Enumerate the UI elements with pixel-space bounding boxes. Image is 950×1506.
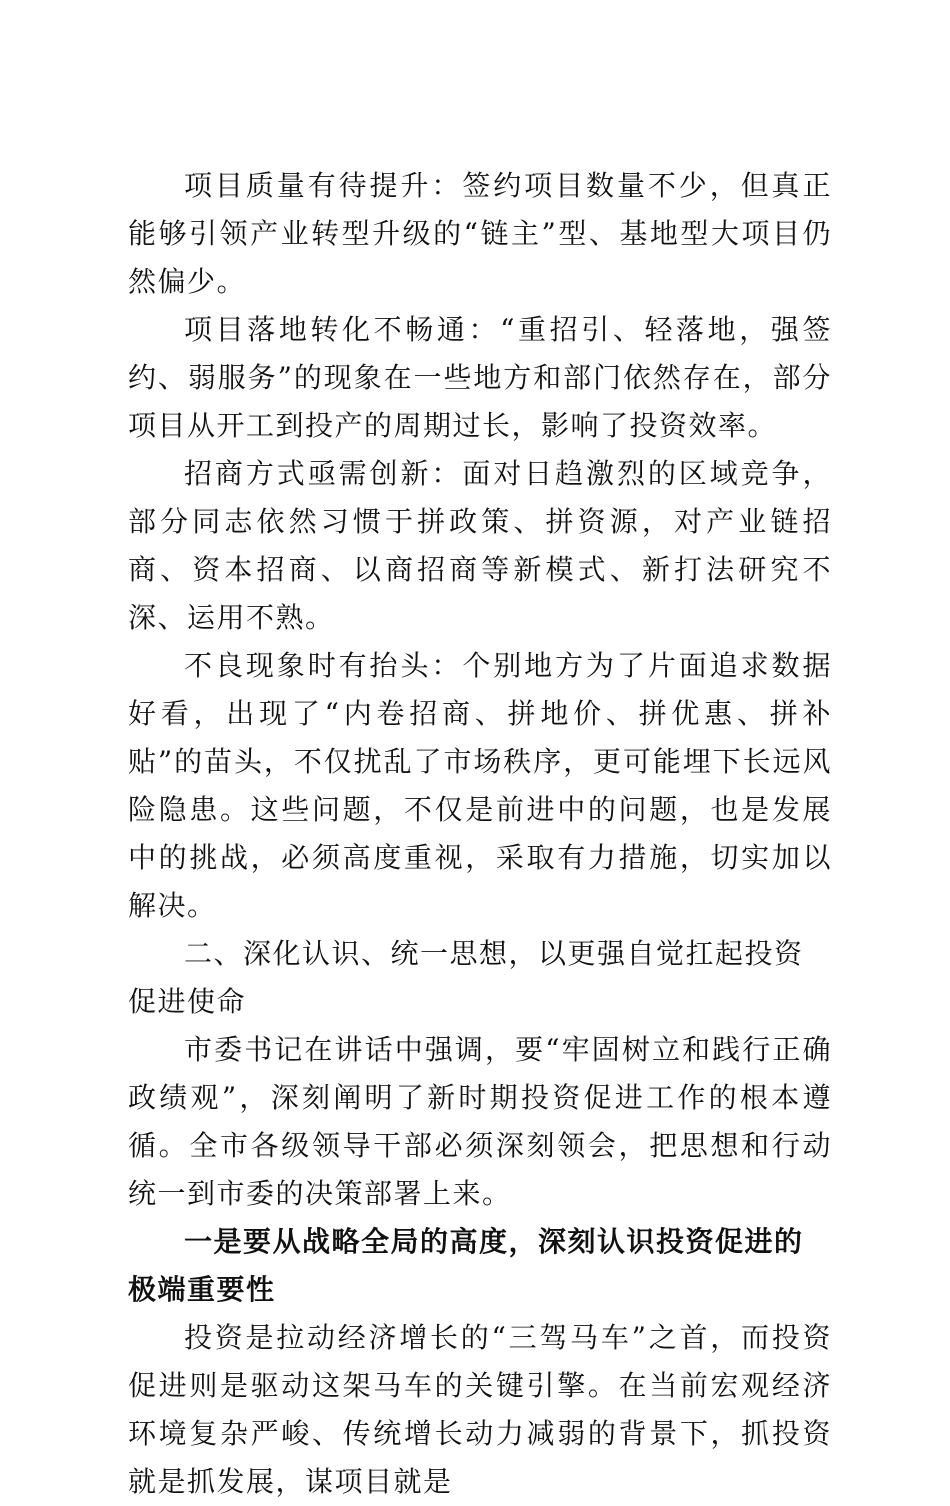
paragraph-bad-phenomena: 不良现象时有抬头：个别地方为了片面追求数据好看，出现了“内卷招商、拼地价、拼优惠、拼补贴”的苗头，不仅扰乱了市场秩序，更可能埋下长远风险隐患。这些问题，不仅是前进中的问题，也是发展中的挑战，必须高度重视，采取有力措施，切实加以解决。 xyxy=(128,649,832,922)
paragraph-investment-engine: 投资是拉动经济增长的“三驾马车”之首，而投资促进则是驱动这架马车的关键引擎。在当前宏观经济环境复杂严峻、传统增长动力减弱的背景下，抓投资就是抓发展，谋项目就是 xyxy=(128,1321,832,1498)
paragraph-project-landing: 项目落地转化不畅通：“重招引、轻落地，强签约、弱服务”的现象在一些地方和部门依然存在，部分项目从开工到投产的周期过长，影响了投资效率。 xyxy=(128,313,832,442)
bold-subheading: 一是要从战略全局的高度，深刻认识投资促进的极端重要性 xyxy=(128,1225,804,1306)
document-page xyxy=(128,162,832,1506)
paragraph-investment-methods: 招商方式亟需创新：面对日趋激烈的区域竞争，部分同志依然习惯于拼政策、拼资源，对产业链招商、资本招商、以商招商等新模式、新打法研究不深、运用不熟。 xyxy=(128,457,832,634)
section-heading: 二、深化认识、统一思想，以更强自觉扛起投资促进使命 xyxy=(128,937,804,1018)
paragraph-project-quality: 项目质量有待提升：签约项目数量不少，但真正能够引领产业转型升级的“链主”型、基地型大项目仍然偏少。 xyxy=(128,169,832,298)
paragraph-section-intro: 市委书记在讲话中强调，要“牢固树立和践行正确政绩观”，深刻阐明了新时期投资促进工作的根本遵循。全市各级领导干部必须深刻领会，把思想和行动统一到市委的决策部署上来。 xyxy=(128,1033,832,1210)
